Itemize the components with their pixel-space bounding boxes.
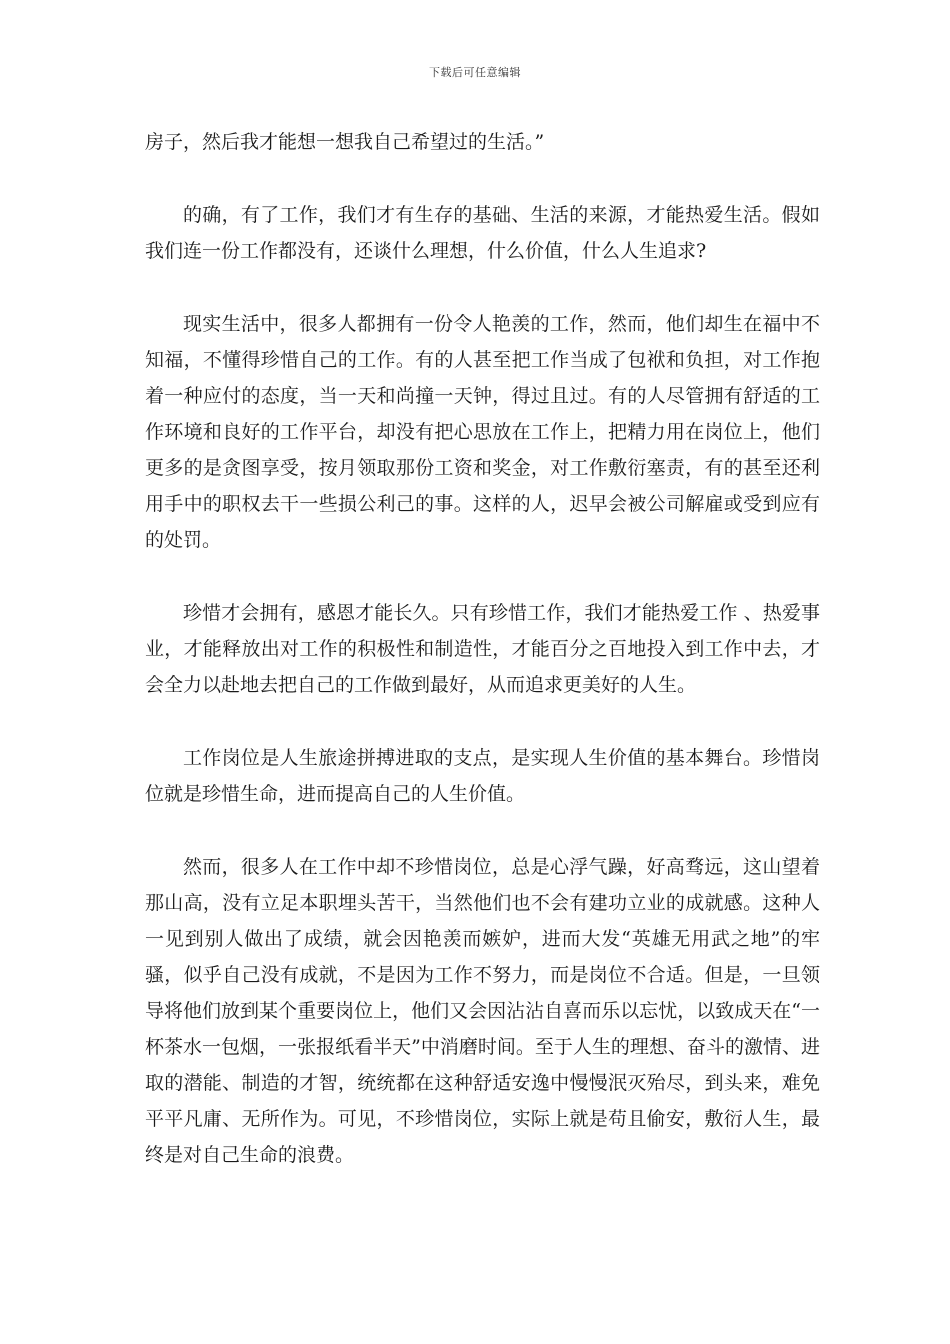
paragraph-4: 珍惜才会拥有，感恩才能长久。只有珍惜工作，我们才能热爱工作 、热爱事业，才能释放出对工作的积极性和制造性，才能百分之百地投入到工作中去，才会全力以赴地去把自己的工作做到最好，从而追求更美好的人生。 xyxy=(145,602,820,696)
paragraph-6: 然而，很多人在工作中却不珍惜岗位，总是心浮气躁，好高骛远，这山望着那山高，没有立足本职埋头苦干，当然他们也不会有建功立业的成就感。这种人一见到别人做出了成绩，就会因艳羡而嫉妒，进而大发“英雄无用武之地”的牢骚，似乎自己没有成就，不是因为工作不努力，而是岗位不合适。但是，一旦领导将他们放到某个重要岗位上，他们又会因沾沾自喜而乐以忘忧，以致成天在“一杯茶水一包烟，一张报纸看半天”中消磨时间。至于人生的理想、奋斗的激情、进取的潜能、制造的才智，统统都在这种舒适安逸中慢慢泯灭殆尽，到头来，难免平平凡庸、无所作为。可见，不珍惜岗位，实际上就是苟且偷安，敷衍人生，最终是对自己生命的浪费。 xyxy=(145,856,820,1166)
paragraph-3: 现实生活中，很多人都拥有一份令人艳羡的工作，然而，他们却生在福中不知福，不懂得珍惜自己的工作。有的人甚至把工作当成了包袱和负担，对工作抱着一种应付的态度，当一天和尚撞一天钟，得过且过。有的人尽管拥有舒适的工作环境和良好的工作平台，却没有把心思放在工作上，把精力用在岗位上，他们更多的是贪图享受，按月领取那份工资和奖金，对工作敷衍塞责，有的甚至还利用手中的职权去干一些损公利己的事。这样的人，迟早会被公司解雇或受到应有的处罚。 xyxy=(145,313,820,551)
document-body xyxy=(145,124,820,1210)
paragraph-2: 的确，有了工作，我们才有生存的基础、生活的来源，才能热爱生活。假如我们连一份工作都没有，还谈什么理想，什么价值，什么人生追求? xyxy=(145,204,820,262)
page-header: 下载后可任意编辑 xyxy=(429,66,521,79)
paragraph-5: 工作岗位是人生旅途拼搏进取的支点，是实现人生价值的基本舞台。珍惜岗位就是珍惜生命，进而提高自己的人生价值。 xyxy=(145,747,820,805)
paragraph-1: 房子，然后我才能想一想我自己希望过的生活。” xyxy=(145,131,545,153)
